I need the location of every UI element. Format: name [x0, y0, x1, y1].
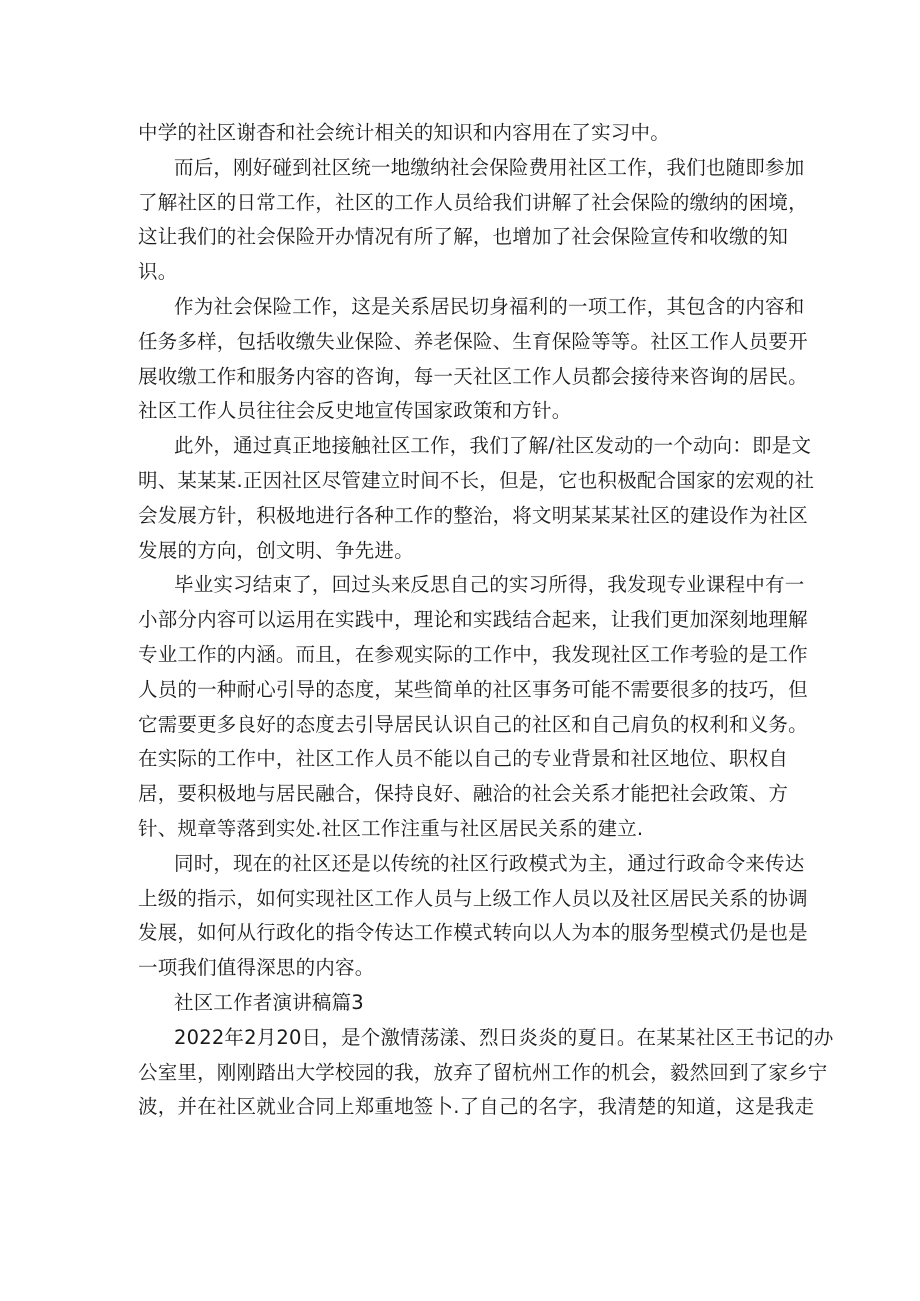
paragraph-line: 了解社区的日常工作，社区的工作人员给我们讲解了社会保险的缴纳的困境，	[138, 190, 808, 214]
paragraph-line: 一项我们值得深思的内容。	[138, 956, 375, 980]
paragraph-line: 专业工作的内涵。而且，在参观实际的工作中，我发现社区工作考验的是工作	[138, 642, 808, 666]
paragraph-line: 毕业实习结束了，回过头来反思自己的实习所得，我发现专业课程中有一	[174, 573, 805, 597]
paragraph-line: 这让我们的社会保险开办情况有所了解，也增加了社会保险宣传和收缴的知	[138, 225, 789, 249]
paragraph-line: 在实际的工作中，社区工作人员不能以自己的专业背景和社区地位、职权自	[138, 747, 789, 771]
paragraph-line: 居，要积极地与居民融合，保持良好、融洽的社会关系才能把社会政策、方	[138, 782, 789, 806]
paragraph-line: 识。	[138, 260, 178, 284]
paragraph-line: 人员的一种耐心引导的态度，某些简单的社区事务可能不需要很多的技巧，但	[138, 677, 808, 701]
paragraph-line: 任务多样，包括收缴失业保险、养老保险、生育保险等等。社区工作人员要开	[138, 329, 808, 353]
paragraph-line: 小部分内容可以运用在实践中，理论和实践结合起来，让我们更加深刻地理解	[138, 608, 808, 632]
paragraph-line: 展收缴工作和服务内容的咨询，每一天社区工作人员都会接待来咨询的居民。	[138, 364, 808, 388]
paragraph-line: 中学的社区谢杳和社会统计相关的知识和内容用在了实习中。	[138, 121, 670, 144]
paragraph-line: 针、规章等落到实处.社区工作注重与社区居民关系的建立.	[138, 816, 644, 840]
document-body	[138, 116, 834, 1125]
paragraph-line: 它需要更多良好的态度去引导居民认识自己的社区和自己肩负的权利和义务。	[138, 712, 808, 736]
paragraph-line: 上级的指示，如何实现社区工作人员与上级工作人员以及社区居民关系的协调	[138, 886, 808, 910]
paragraph-line: 而后，刚好碰到社区统一地缴纳社会保险费用社区工作，我们也随即参加	[174, 155, 805, 179]
paragraph-line: 发展的方向，创文明、争先进。	[138, 538, 414, 562]
paragraph-line: 明、某某某.正因社区尽管建立时间不长，但是，它也积极配合国家的宏观的社	[138, 468, 815, 492]
section-heading: 社区工作者演讲稿篇3	[174, 990, 364, 1014]
paragraph-line: 同时，现在的社区还是以传统的社区行政模式为主，通过行政命令来传达	[174, 851, 805, 875]
paragraph-line: 波，并在社区就业合同上郑重地签卜.了自己的名字，我清楚的知道，这是我走	[138, 1095, 815, 1119]
paragraph-line: 社区工作人员往往会反史地宣传国家政策和方针。	[138, 399, 572, 423]
paragraph-line: 发展，如何从行政化的指令传达工作模式转向以人为本的服务型模式仍是也是	[138, 921, 808, 945]
paragraph-line: 2022年2月20日，是个激情荡漾、烈日炎炎的夏日。在某某社区王书记的办	[174, 1025, 834, 1049]
paragraph-line: 会发展方针，积极地进行各种工作的整治，将文明某某某社区的建设作为社区	[138, 503, 808, 527]
paragraph-line: 作为社会保险工作，这是关系居民切身福利的一项工作，其包含的内容和	[174, 294, 805, 318]
paragraph-line: 此外，通过真正地接触社区工作，我们了解/社区发动的一个动向：即是文	[174, 434, 812, 458]
paragraph-line: 公室里，刚刚踏出大学校园的我，放弃了留杭州工作的机会，毅然回到了家乡宁	[138, 1060, 828, 1084]
